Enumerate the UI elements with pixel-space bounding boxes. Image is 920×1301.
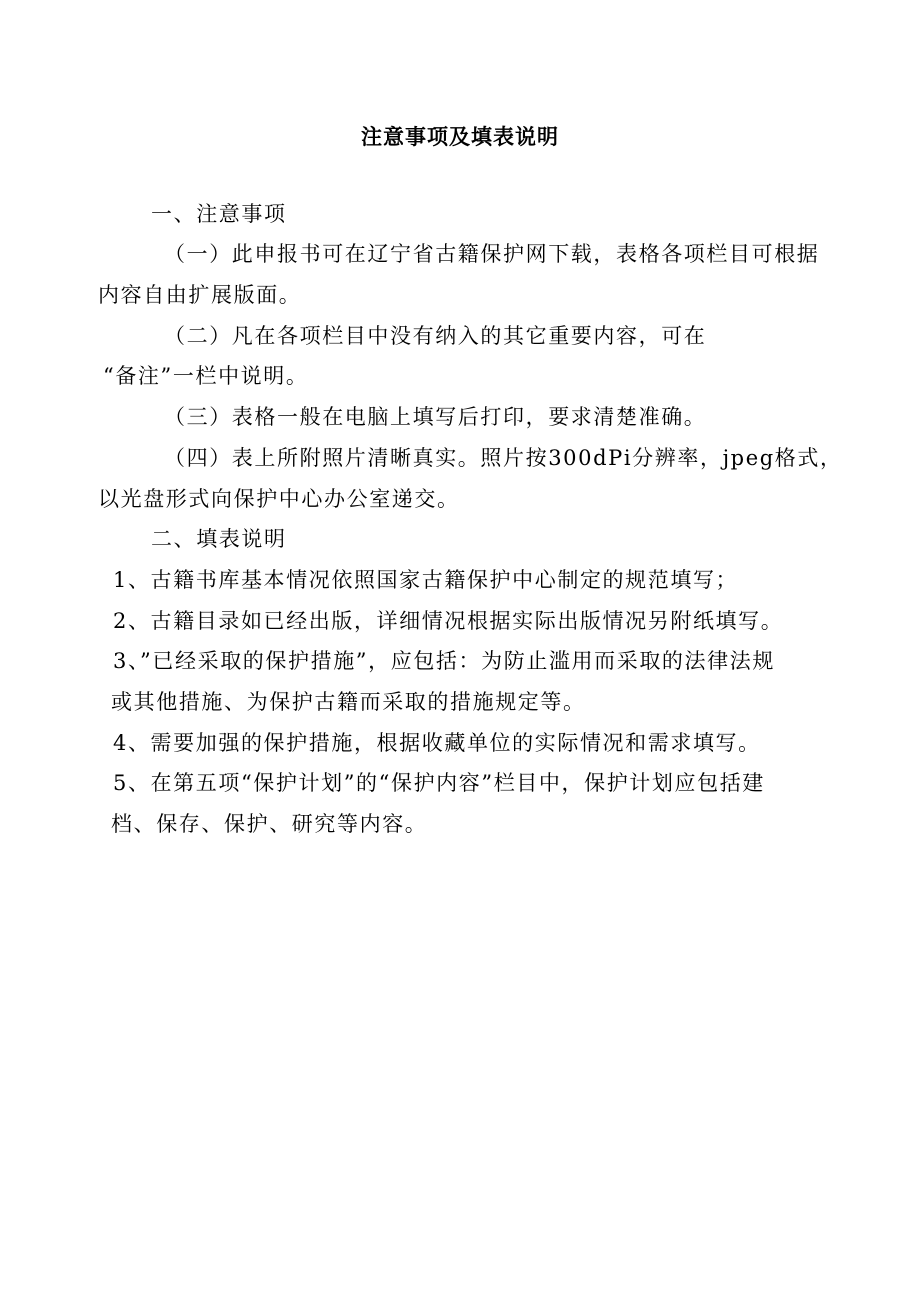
page-title: 注意事项及填表说明 [361, 124, 559, 149]
notes-paragraph-2-line-2: “备注”一栏中说明。 [103, 364, 309, 388]
instruction-item-3-line-2: 或其他措施、为保护古籍而采取的措施规定等。 [111, 690, 586, 714]
notes-paragraph-1-line-2: 内容自由扩展版面。 [98, 283, 302, 307]
section-heading-instructions: 二、填表说明 [151, 527, 287, 551]
instruction-item-4: 4、需要加强的保护措施，根据收藏单位的实际情况和需求填写。 [113, 731, 761, 755]
instruction-item-5-line-1: 5、在第五项“保护计划”的“保护内容”栏目中，保护计划应包括建 [113, 771, 765, 795]
notes-paragraph-2-line-1: （二）凡在各项栏目中没有纳入的其它重要内容，可在 [164, 324, 707, 348]
instruction-item-2: 2、古籍目录如已经出版，详细情况根据实际出版情况另附纸填写。 [113, 609, 784, 633]
notes-paragraph-3: （三）表格一般在电脑上填写后打印，要求清楚准确。 [164, 405, 707, 429]
notes-paragraph-1-line-1: （一）此申报书可在辽宁省古籍保护网下载，表格各项栏目可根据 [164, 242, 820, 266]
notes-paragraph-4-line-1: （四）表上所附照片清晰真实。照片按300dPi分辨率，jpeg格式， [164, 446, 843, 470]
notes-paragraph-4-line-2: 以光盘形式向保护中心办公室递交。 [98, 487, 460, 511]
instruction-item-3-line-1: 3、”已经采取的保护措施”，应包括：为防止滥用而采取的法律法规 [113, 649, 775, 673]
instruction-item-1: 1、古籍书库基本情况依照国家古籍保护中心制定的规范填写； [113, 568, 739, 592]
section-heading-notes: 一、注意事项 [151, 202, 287, 226]
instruction-item-5-line-2: 档、保存、保护、研究等内容。 [111, 812, 428, 836]
